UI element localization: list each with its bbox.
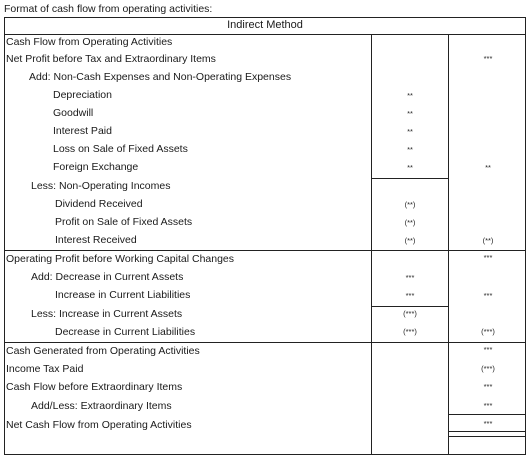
col1-increase-assets: (***) [403, 309, 417, 318]
row-label-profit-sale: Profit on Sale of Fixed Assets [55, 216, 193, 228]
col1-dividend: (**) [404, 200, 416, 209]
column-divider-2 [448, 34, 449, 455]
col2-rule-2 [448, 342, 526, 343]
row-label-decrease-liabilities: Decrease in Current Liabilities [55, 326, 196, 338]
row-label-income-tax: Income Tax Paid [6, 363, 84, 375]
col1-goodwill: ** [407, 109, 413, 118]
row-label-net-profit: Net Profit before Tax and Extraordinary Items [6, 53, 216, 65]
row-label-net-cash-flow: Net Cash Flow from Operating Activities [6, 419, 192, 431]
col2-cash-before-extraordinary: *** [483, 382, 493, 391]
col2-operating-profit: *** [483, 253, 493, 262]
col2-interest-received: (**) [482, 236, 494, 245]
col1-profit-sale: (**) [404, 218, 416, 227]
row-label-foreign-exchange: Foreign Exchange [53, 161, 139, 173]
col2-extraordinary-items: *** [483, 401, 493, 410]
col2-rule-1 [448, 250, 526, 251]
col2-increase-liabilities: *** [483, 291, 493, 300]
row-label-extraordinary-items: Add/Less: Extraordinary Items [31, 400, 172, 412]
col2-rule-3 [448, 414, 526, 415]
col1-foreign-exchange: ** [407, 163, 413, 172]
col1-rule-3 [371, 306, 448, 307]
col2-net-cash-flow: *** [483, 419, 493, 428]
row-rule-2 [4, 342, 371, 343]
col1-rule-4 [371, 342, 448, 343]
row-label-dividend: Dividend Received [55, 198, 143, 210]
row-label-operating-profit: Operating Profit before Working Capital Changes [6, 253, 235, 265]
col1-increase-liabilities: *** [405, 291, 415, 300]
row-rule-1 [4, 250, 371, 251]
row-label-increase-liabilities: Increase in Current Liabilities [55, 289, 191, 301]
row-label-cash-before-extraordinary: Cash Flow before Extraordinary Items [6, 381, 183, 393]
col1-decrease-liabilities: (***) [403, 327, 417, 336]
col1-rule-2 [371, 250, 448, 251]
col2-net-profit: *** [483, 54, 493, 63]
col1-interest-paid: ** [407, 127, 413, 136]
row-label-interest-paid: Interest Paid [53, 125, 112, 137]
row-label-decrease-assets: Add: Decrease in Current Assets [31, 271, 184, 283]
col2-income-tax: (***) [481, 364, 495, 373]
row-label-add-noncash: Add: Non-Cash Expenses and Non-Operating Expenses [29, 71, 292, 83]
col2-rule-5 [448, 436, 526, 437]
row-label-interest-received: Interest Received [55, 234, 137, 246]
row-label-depreciation: Depreciation [53, 89, 112, 101]
col2-rule-4 [448, 431, 526, 432]
row-label-increase-assets: Less: Increase in Current Assets [31, 308, 183, 320]
col1-loss-sale: ** [407, 145, 413, 154]
row-label-less-nonoperating: Less: Non-Operating Incomes [31, 180, 171, 192]
cash-flow-table [4, 17, 526, 455]
col1-decrease-assets: *** [405, 273, 415, 282]
col2-decrease-liabilities: (***) [481, 327, 495, 336]
col1-interest-received: (**) [404, 236, 416, 245]
row-label-loss-sale: Loss on Sale of Fixed Assets [53, 143, 188, 155]
col2-foreign-exchange: ** [485, 163, 491, 172]
row-label-operating-activities: Cash Flow from Operating Activities [6, 36, 173, 48]
table-header: Indirect Method [227, 19, 303, 31]
col1-depreciation: ** [407, 91, 413, 100]
format-caption: Format of cash flow from operating activities: [4, 3, 213, 15]
row-label-goodwill: Goodwill [53, 107, 94, 119]
row-label-cash-generated: Cash Generated from Operating Activities [6, 345, 200, 357]
col1-rule-1 [371, 178, 448, 179]
col2-cash-generated: *** [483, 345, 493, 354]
